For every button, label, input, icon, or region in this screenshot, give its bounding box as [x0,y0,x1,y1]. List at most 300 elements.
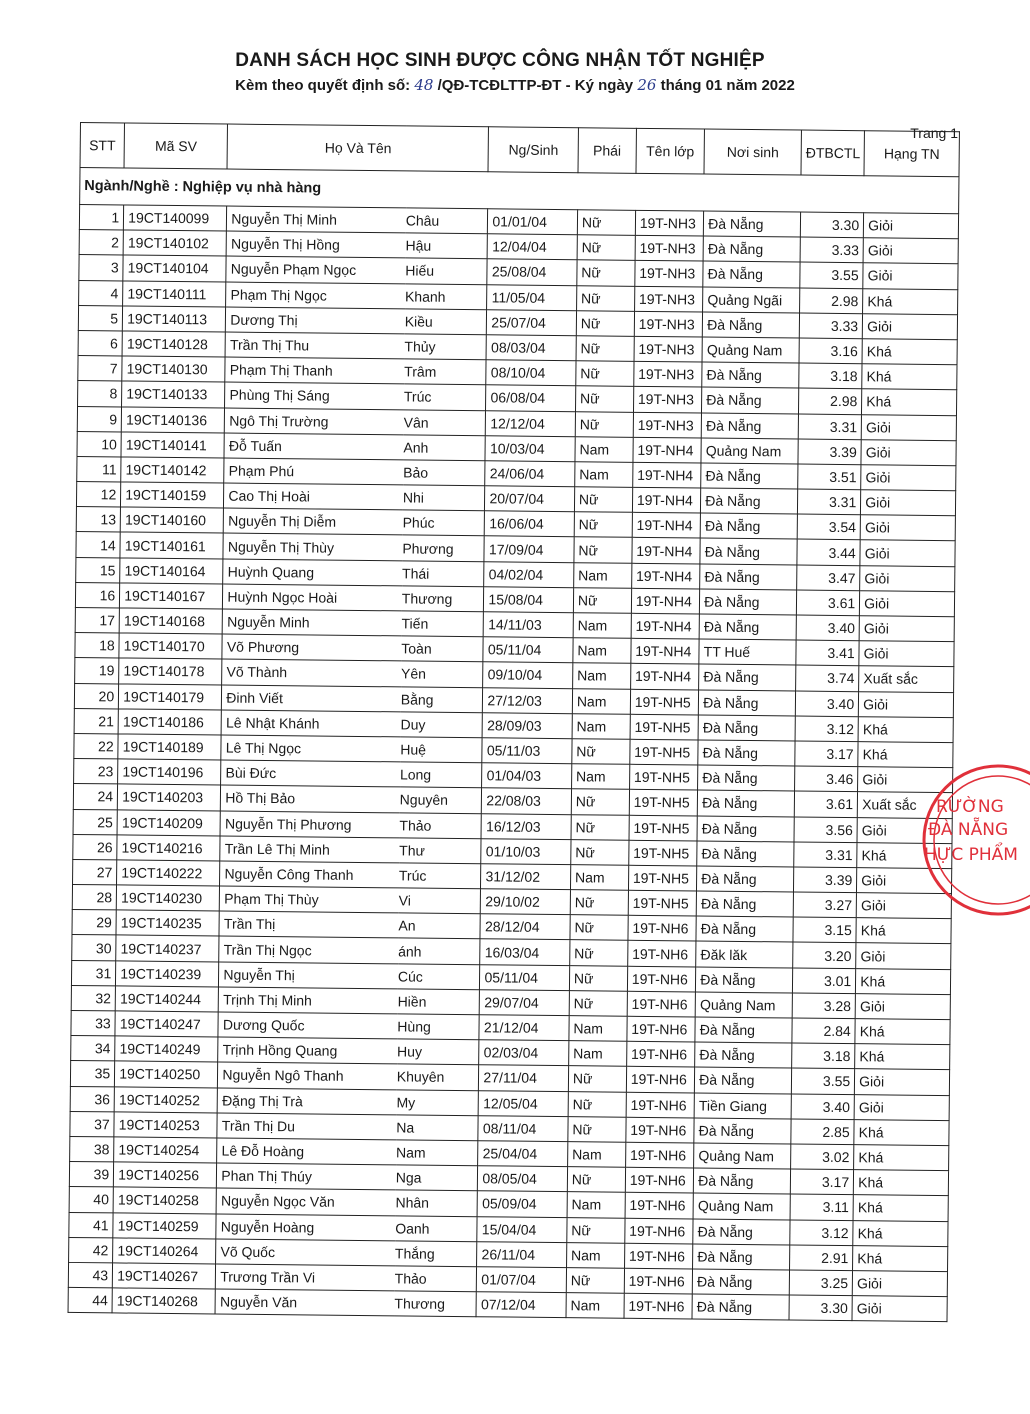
row-gpa: 3.25 [789,1270,852,1296]
row-stt: 8 [78,381,122,407]
row-birth-date: 05/11/04 [483,637,573,663]
row-class: 19T-NH6 [627,1016,696,1042]
row-class: 19T-NH3 [635,210,704,236]
row-given-name: Vi [399,888,481,914]
row-surname: Nguyễn Thị Phương [220,811,399,838]
row-stt: 39 [69,1162,113,1188]
row-gpa: 3.11 [790,1194,853,1220]
row-surname: Dương Thị [226,307,405,334]
row-birth-date: 14/11/03 [484,612,574,638]
row-gpa: 3.28 [792,993,855,1019]
row-birth-date: 31/12/02 [481,864,571,890]
row-surname: Nguyễn Ngọc Văn [216,1188,395,1215]
row-gpa: 3.74 [796,665,859,691]
row-birth-date: 15/04/04 [477,1216,567,1242]
row-rank: Giỏi [860,515,955,541]
row-gpa: 3.39 [794,867,857,893]
row-gender: Nữ [569,990,627,1016]
row-gpa: 3.12 [795,716,858,742]
decision-prefix: Kèm theo quyết định số: [235,77,415,94]
row-gender: Nữ [570,940,628,966]
row-birth-date: 05/09/04 [478,1191,568,1217]
row-rank: Giỏi [855,993,950,1019]
row-class: 19T-NH6 [625,1193,694,1219]
row-surname: Cao Thị Hoài [224,483,403,510]
row-birthplace: Quảng Nam [701,438,798,464]
row-given-name: Trúc [399,863,481,889]
row-student-id: 19CT140164 [120,558,223,584]
row-gender: Nữ [577,210,635,236]
row-stt: 15 [76,557,120,583]
row-surname: Trịnh Thị Minh [219,987,398,1014]
row-surname: Phạm Phú [224,458,403,485]
row-class: 19T-NH6 [628,916,697,942]
row-rank: Giỏi [852,1296,947,1322]
row-gpa: 3.15 [793,917,856,943]
row-birthplace: Tiền Giang [694,1093,791,1119]
row-stt: 2 [79,230,123,256]
row-gpa: 3.31 [794,842,857,868]
row-rank: Khá [862,339,957,365]
row-surname: Nguyễn Minh [223,609,402,636]
row-given-name: Hiếu [405,258,487,284]
row-given-name: Nga [396,1165,478,1191]
row-birth-date: 06/08/04 [486,385,576,411]
row-student-id: 19CT140128 [122,331,225,357]
row-student-id: 19CT140258 [113,1187,216,1213]
decision-suffix: tháng 01 năm 2022 [656,77,795,94]
row-stt: 44 [68,1288,112,1314]
row-given-name: Thương [402,586,484,612]
row-class: 19T-NH5 [629,815,698,841]
row-class: 19T-NH4 [632,538,701,564]
row-surname: Nguyễn Văn [215,1289,394,1316]
row-class: 19T-NH3 [635,236,704,262]
row-birthplace: Đà Nẵng [693,1218,790,1244]
row-given-name: Thủy [404,334,486,360]
row-surname: Nguyễn Ngô Thanh [218,1062,397,1089]
row-gpa: 3.17 [795,741,858,767]
row-birth-date: 08/03/04 [486,335,576,361]
row-stt: 32 [71,985,115,1011]
row-stt: 5 [78,305,122,331]
row-birthplace: Đà Nẵng [696,967,793,993]
row-stt: 40 [69,1187,113,1213]
row-given-name: Vân [404,409,486,435]
row-given-name: Nhân [395,1190,477,1216]
row-gender: Nữ [575,411,633,437]
row-gender: Nam [575,462,633,488]
row-gpa: 3.16 [799,338,862,364]
row-birth-date: 27/12/03 [483,687,573,713]
row-student-id: 19CT140250 [115,1061,218,1087]
row-stt: 7 [78,356,122,382]
row-class: 19T-NH6 [624,1243,693,1269]
row-birthplace: Đà Nẵng [695,1042,792,1068]
row-gender: Nữ [576,361,634,387]
row-birthplace: Đà Nẵng [694,1168,791,1194]
row-gender: Nữ [576,336,634,362]
row-gpa: 3.30 [789,1295,852,1321]
row-birthplace: TT Huế [699,639,796,665]
row-rank: Giỏi [863,263,958,289]
row-stt: 20 [74,683,118,709]
row-gender: Nữ [570,915,628,941]
row-birthplace: Đà Nẵng [703,236,800,262]
row-rank: Giỏi [861,439,956,465]
row-student-id: 19CT140186 [118,709,221,735]
row-student-id: 19CT140189 [118,734,221,760]
col-birth-date: Ng/Sinh [488,127,578,173]
row-class: 19T-NH4 [631,613,700,639]
row-gpa: 3.40 [795,691,858,717]
row-student-id: 19CT140196 [118,759,221,785]
row-gender: Nam [574,562,632,588]
row-given-name: Long [400,762,482,788]
row-birthplace: Đà Nẵng [700,589,797,615]
row-birth-date: 24/06/04 [485,461,575,487]
row-rank: Giỏi [859,616,954,642]
row-rank: Khá [854,1145,949,1171]
row-stt: 11 [77,456,121,482]
row-gpa: 3.54 [797,514,860,540]
row-stt: 22 [74,733,118,759]
row-gpa: 3.61 [794,791,857,817]
row-stt: 17 [75,607,119,633]
row-gpa: 3.17 [790,1169,853,1195]
row-class: 19T-NH6 [627,991,696,1017]
col-student-id: Mã SV [124,123,228,169]
col-gender: Phái [578,128,636,174]
row-birthplace: Quảng Nam [694,1143,791,1169]
row-stt: 41 [69,1212,113,1238]
row-birth-date: 15/08/04 [484,587,574,613]
row-gender: Nam [575,436,633,462]
row-given-name: Khuyên [397,1064,479,1090]
row-gender: Nữ [574,487,632,513]
row-birthplace: Quảng Ngãi [703,287,800,313]
row-gpa: 3.41 [796,640,859,666]
row-class: 19T-NH5 [629,764,698,790]
row-surname: Ngô Thị Trường [225,408,404,435]
row-student-id: 19CT140237 [116,935,219,961]
row-stt: 23 [74,759,118,785]
row-birthplace: Đà Nẵng [697,816,794,842]
row-stt: 9 [77,406,121,432]
row-stt: 36 [70,1086,114,1112]
row-stt: 30 [72,935,116,961]
row-birthplace: Đà Nẵng [701,463,798,489]
row-stt: 27 [73,859,117,885]
row-gender: Nữ [571,814,629,840]
row-stt: 10 [77,431,121,457]
graduates-table [68,122,960,1322]
row-gpa: 3.40 [796,615,859,641]
row-given-name: Phúc [403,510,485,536]
row-student-id: 19CT140203 [118,784,221,810]
row-rank: Khá [853,1245,948,1271]
row-given-name: Trâm [404,359,486,385]
row-birth-date: 21/12/04 [479,1015,569,1041]
row-stt: 33 [71,1010,115,1036]
row-class: 19T-NH6 [626,1067,695,1093]
row-class: 19T-NH5 [630,739,699,765]
row-surname: Huỳnh Quang [223,559,402,586]
row-student-id: 19CT140247 [115,1011,218,1037]
row-gpa: 2.91 [790,1245,853,1271]
row-gender: Nam [567,1142,625,1168]
row-given-name: Hậu [405,233,487,259]
row-student-id: 19CT140179 [119,683,222,709]
row-class: 19T-NH5 [629,790,698,816]
row-birth-date: 08/05/04 [478,1166,568,1192]
row-rank: Khá [858,716,953,742]
row-gender: Nam [573,613,631,639]
row-student-id: 19CT140222 [117,860,220,886]
row-birth-date: 27/11/04 [479,1065,569,1091]
row-given-name: Anh [403,435,485,461]
row-birthplace: Đà Nẵng [701,488,798,514]
seal-line-2: ĐÀ NẴNG [928,820,1009,840]
row-stt: 19 [75,658,119,684]
row-class: 19T-NH3 [634,286,703,312]
row-student-id: 19CT140209 [117,809,220,835]
row-stt: 12 [76,482,120,508]
row-student-id: 19CT140104 [123,255,226,281]
row-rank: Giỏi [860,591,955,617]
row-birthplace: Đà Nẵng [694,1118,791,1144]
row-given-name: Châu [406,208,488,234]
row-stt: 21 [74,708,118,734]
row-surname: Dương Quốc [218,1012,397,1039]
row-gpa: 3.18 [792,1043,855,1069]
graduates-table-wrapper [68,122,960,1322]
row-surname: Phạm Thị Thùy [220,886,399,913]
row-student-id: 19CT140136 [121,406,224,432]
row-birthplace: Đà Nẵng [700,564,797,590]
row-given-name: Phương [402,535,484,561]
row-class: 19T-NH3 [634,361,703,387]
row-stt: 35 [70,1061,114,1087]
row-birth-date: 22/08/03 [482,788,572,814]
row-birthplace: Đà Nẵng [704,211,801,237]
row-gpa: 3.33 [800,237,863,263]
row-given-name: Tiến [401,611,483,637]
row-gender: Nữ [576,285,634,311]
row-birth-date: 28/09/03 [483,713,573,739]
row-stt: 42 [69,1237,113,1263]
row-surname: Nguyễn Thị Hồng [226,231,405,258]
row-gender: Nam [566,1293,624,1319]
row-birth-date: 16/12/03 [481,813,571,839]
row-class: 19T-NH4 [633,462,702,488]
row-birth-date: 08/10/04 [486,360,576,386]
row-rank: Giỏi [859,641,954,667]
row-given-name: Nam [396,1140,478,1166]
row-class: 19T-NH3 [634,311,703,337]
row-student-id: 19CT140253 [114,1112,217,1138]
row-surname: Bùi Đức [221,760,400,787]
row-gender: Nữ [573,588,631,614]
row-birth-date: 25/07/04 [487,310,577,336]
row-given-name: My [396,1089,478,1115]
row-surname: Nguyễn Thị Thùy [223,533,402,560]
row-gpa: 3.51 [798,464,861,490]
row-surname: Đinh Viết [222,685,401,712]
row-rank: Giỏi [861,414,956,440]
row-birth-date: 29/10/02 [481,889,571,915]
row-rank: Khá [854,1119,949,1145]
row-surname: Phan Thị Thúy [217,1163,396,1190]
row-surname: Phạm Thị Thanh [225,357,404,384]
row-given-name: Thái [402,561,484,587]
row-student-id: 19CT140161 [120,532,223,558]
row-birth-date: 26/11/04 [477,1241,567,1267]
row-gpa: 2.85 [791,1119,854,1145]
row-given-name: Yên [401,661,483,687]
row-surname: Trần Lê Thị Minh [220,836,399,863]
row-birthplace: Đà Nẵng [698,715,795,741]
row-class: 19T-NH3 [633,387,702,413]
row-class: 19T-NH6 [624,1268,693,1294]
row-gpa: 3.39 [798,439,861,465]
row-class: 19T-NH6 [626,1041,695,1067]
row-gender: Nam [570,865,628,891]
row-student-id: 19CT140170 [119,633,222,659]
row-student-id: 19CT140239 [116,961,219,987]
decision-day: 26 [637,76,657,94]
row-birth-date: 17/09/04 [484,536,574,562]
row-gender: Nữ [574,512,632,538]
row-class: 19T-NH3 [633,412,702,438]
row-gender: Nữ [575,386,633,412]
row-rank: Xuất sắc [857,792,952,818]
row-gender: Nam [569,1041,627,1067]
row-gender: Nữ [577,260,635,286]
col-rank: Hạng TN [864,131,959,177]
row-given-name: Khanh [405,283,487,309]
row-given-name: Thương [394,1291,476,1317]
row-student-id: 19CT140141 [121,432,224,458]
row-surname: Trần Thị [219,911,398,938]
row-gender: Nữ [574,537,632,563]
row-birth-date: 20/07/04 [485,486,575,512]
row-gpa: 3.61 [796,590,859,616]
row-given-name: An [398,913,480,939]
document-title: DANH SÁCH HỌC SINH ĐƯỢC CÔNG NHẬN TỐT NGHIỆP [235,50,765,71]
row-birth-date: 25/08/04 [487,259,577,285]
row-surname: Đỗ Tuấn [224,433,403,460]
row-birthplace: Đà Nẵng [703,261,800,287]
row-birthplace: Quảng Nam [693,1193,790,1219]
col-birthplace: Nơi sinh [704,129,801,175]
row-gender: Nam [573,663,631,689]
row-gender: Nữ [567,1217,625,1243]
row-class: 19T-NH6 [627,966,696,992]
row-student-id: 19CT140160 [120,507,223,533]
row-stt: 29 [72,910,116,936]
row-surname: Trương Trần Vi [216,1264,395,1291]
row-given-name: Trúc [404,384,486,410]
row-surname: Nguyễn Phạm Ngọc [226,256,405,283]
row-surname: Nguyễn Thị Minh [227,206,406,233]
row-birth-date: 05/11/03 [482,738,572,764]
row-given-name: Nhi [403,485,485,511]
row-rank: Giỏi [857,817,952,843]
row-birth-date: 01/01/04 [488,209,578,235]
row-rank: Giỏi [852,1271,947,1297]
row-student-id: 19CT140178 [119,658,222,684]
row-student-id: 19CT140256 [114,1162,217,1188]
row-birthplace: Đà Nẵng [697,841,794,867]
row-birth-date: 12/04/04 [488,234,578,260]
row-gender: Nam [572,688,630,714]
row-class: 19T-NH4 [631,563,700,589]
row-surname: Trần Thị Du [217,1113,396,1140]
row-birth-date: 10/03/04 [485,435,575,461]
row-birth-date: 01/10/03 [481,838,571,864]
row-birth-date: 16/06/04 [485,511,575,537]
row-birthplace: Quảng Nam [702,337,799,363]
row-birthplace: Đà Nẵng [695,1067,792,1093]
row-stt: 34 [71,1036,115,1062]
row-birth-date: 08/11/04 [478,1115,568,1141]
row-surname: Lê Đỗ Hoàng [217,1138,396,1165]
row-birth-date: 12/05/04 [479,1090,569,1116]
row-birthplace: Đà Nẵng [702,362,799,388]
row-given-name: Hùng [397,1014,479,1040]
row-surname: Nguyễn Thị [219,962,398,989]
row-rank: Giỏi [863,238,958,264]
row-class: 19T-NH5 [630,689,699,715]
row-rank: Giỏi [864,213,959,239]
row-class: 19T-NH6 [625,1218,694,1244]
row-gender: Nam [567,1192,625,1218]
row-gpa: 3.44 [797,539,860,565]
row-surname: Đặng Thị Trà [217,1088,396,1115]
page-number: Trang 1 [910,125,958,141]
row-stt: 3 [79,255,123,281]
row-birth-date: 01/07/04 [477,1267,567,1293]
row-gender: Nữ [569,965,627,991]
row-birthplace: Đà Nẵng [692,1269,789,1295]
row-student-id: 19CT140254 [114,1137,217,1163]
row-surname: Nguyễn Công Thanh [220,861,399,888]
row-class: 19T-NH4 [631,638,700,664]
row-gender: Nữ [568,1091,626,1117]
row-rank: Xuất sắc [859,666,954,692]
row-student-id: 19CT140249 [115,1036,218,1062]
row-rank: Khá [858,742,953,768]
row-birthplace: Đà Nẵng [697,866,794,892]
row-gender: Nam [566,1242,624,1268]
row-surname: Hồ Thị Bảo [221,785,400,812]
row-stt: 31 [71,960,115,986]
row-given-name: Na [396,1115,478,1141]
row-surname: Phùng Thị Sáng [225,382,404,409]
row-rank: Khá [856,918,951,944]
row-surname: Phạm Thị Ngọc [226,282,405,309]
row-birth-date: 04/02/04 [484,561,574,587]
row-birthplace: Đà Nẵng [700,513,797,539]
row-rank: Khá [862,364,957,390]
row-given-name: ánh [398,938,480,964]
row-gpa: 2.84 [792,1018,855,1044]
row-stt: 28 [72,885,116,911]
section-label: Ngành/Nghề : Nghiệp vụ nhà hàng [80,168,959,214]
row-class: 19T-NH6 [626,1092,695,1118]
row-surname: Võ Thành [222,659,401,686]
